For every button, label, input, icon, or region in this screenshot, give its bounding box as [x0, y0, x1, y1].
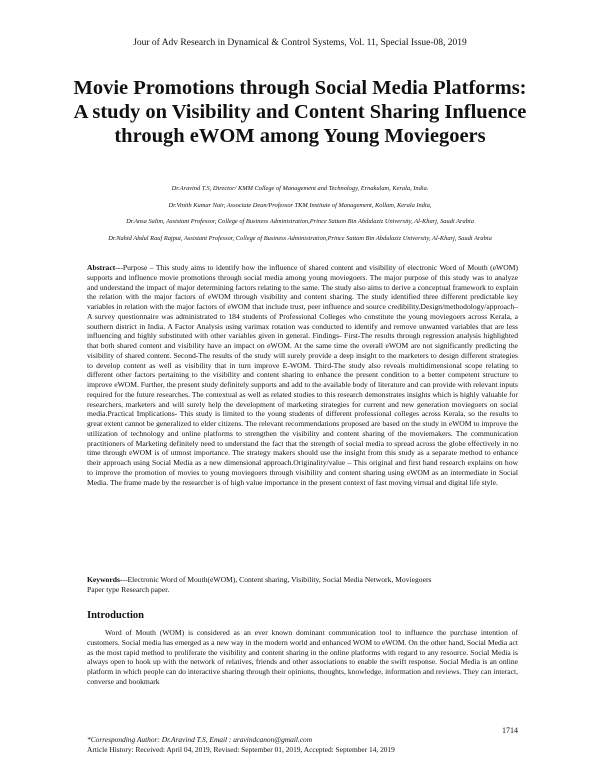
author-line: Dr.Vinith Kumar Nair, Associate Dean/Professor TKM Institute of Management, Kollam, Kerala India, [168, 201, 432, 209]
author-list [70, 184, 530, 250]
footer [87, 735, 518, 754]
abstract [87, 263, 518, 487]
keywords-text: ---Electronic Word of Mouth(eWOM), Content sharing, Visibility, Social Media Network, Moviegoers [119, 575, 432, 584]
abstract-text: ---Purpose – This study aims to identify how the influence of shared content and visibility of electronic Word of Mouth (eWOM) supports and influence movie promotions through social media among young moviegoers. The major purpose of this study was to analyze and understand the impact of major determining factors relating to the same. The study also aims to derive a conceptual framework to explain the relation with the major factors of eWOM through visibility and content sharing. The study identified three different predictable key variables in relation with the major factors of eWOM that include trust, peer influence and source credibility.Design/methodology/approach–A survey questionnaire was administrated to 184 students of Professional Colleges who constitute the young moviegoers across Kerala, a southern district in India. A Factor Analysis using varimax rotation was conducted to identify and remove unwanted variables that are less influencing and highly substituted with other variables given in general. Findings- First-The results through regression analysis highlighted that both shared content and visibility have an impact on eWOM. At the same time the overall eWOM are not significantly predicting the visibility of shared content. Second-The results of the study will surely provide a deep insight to the marketers to design different strategies to develop content as well as visibility that in turn improve E-WOM. Third-The study also reveals multidimensional scope relating to different other factors pertaining to the visibility and content sharing to enhance the present condition to a better competent structure to improve eWOM. Further, the present study definitely supports and add to the available body of literature and can provide with relevant inputs required for the future researches. The contextual as well as related studies to this research demonstrates insights which is highly valuable for researchers, marketers and will surely help the development of marketing strategies for current and new generation moviegoers on social media.Practical Implications- This study is limited to the young students of different professional colleges across Kerala, so the results to great extent cannot be generalized to elder citizens. The relevant recommendations proposed are based on the study in eWOM to improve the utilization of technology and online platforms to strengthen the visibility and content sharing of the moviemakers. The communication practitioners of Marketing definitely need to understand the fact that the strength of social media to spread across the globe effectively in no time through eWOM is of utmost importance. The strategy makers should use the insight from this study as a separate method to enhance their approach using Social Media as a new dimensional approach.Originality/value – This original and first hand research explains on how to improve the promotion of movies to young moviegoers through visibility and content sharing using eWOM as an intermediate in Social Media. The frame made by the researcher is of high value importance in the present context of fast moving virtual and digital life style. [87, 263, 518, 487]
introduction-paragraph: Word of Mouth (WOM) is considered as an ever known dominant communication tool to influence the purchase intention of customers. Social media has emerged as a new way in the modern world and enhanced WOM to eWOM. On the other hand, Social Media act as the most rapid method to proliferate the visibility and content sharing in the online platforms with regard to any resource. Social Media is always open to hook up with the network of relatives, friends and other associations to enable the swift response. Social Media is an online platform in which people can do interactive sharing through their opinions, thoughts, knowledge, information and reviews. They can interact, converse and bookmark [87, 628, 518, 686]
article-history: Article History: Received: April 04, 2019, Revised: September 01, 2019, Accepted: September 14, 2019 [87, 744, 395, 754]
introduction-text [87, 628, 518, 687]
paper-type: Paper type Research paper. [87, 585, 170, 594]
author-line: Dr.Nahid Abdul Rauf Rajput, Assistant Professor, College of Business Administration,Prince Sattam Bin Abdulaziz University, Al-Kharj, Saudi Arabia [108, 234, 492, 242]
introduction-heading: Introduction [87, 610, 144, 621]
author-line: Dr.Aravind T.S, Director/ KMM College of Management and Technology, Ernakulam, Kerala, India. [171, 185, 429, 192]
journal-header: Jour of Adv Research in Dynamical & Control Systems, Vol. 11, Special Issue-08, 2019 [133, 38, 467, 48]
page-number: 1714 [502, 726, 518, 735]
corresponding-author: *Corresponding Author: Dr.Aravind T.S, Email : aravindcanon@gmail.com [87, 735, 313, 744]
keywords-label: Keywords [87, 575, 120, 584]
paper-title: Movie Promotions through Social Media Platforms: A study on Visibility and Content Sharing Influence through eWOM among Young Moviegoers [73, 77, 527, 147]
keywords [87, 575, 518, 595]
author-line: Dr.Ansa Salim, Assistant Professor, College of Business Administration,Prince Sattam Bin Abdulaziz University, Al-Kharj, Saudi Arabia [126, 218, 474, 225]
abstract-label: Abstract [87, 263, 116, 272]
